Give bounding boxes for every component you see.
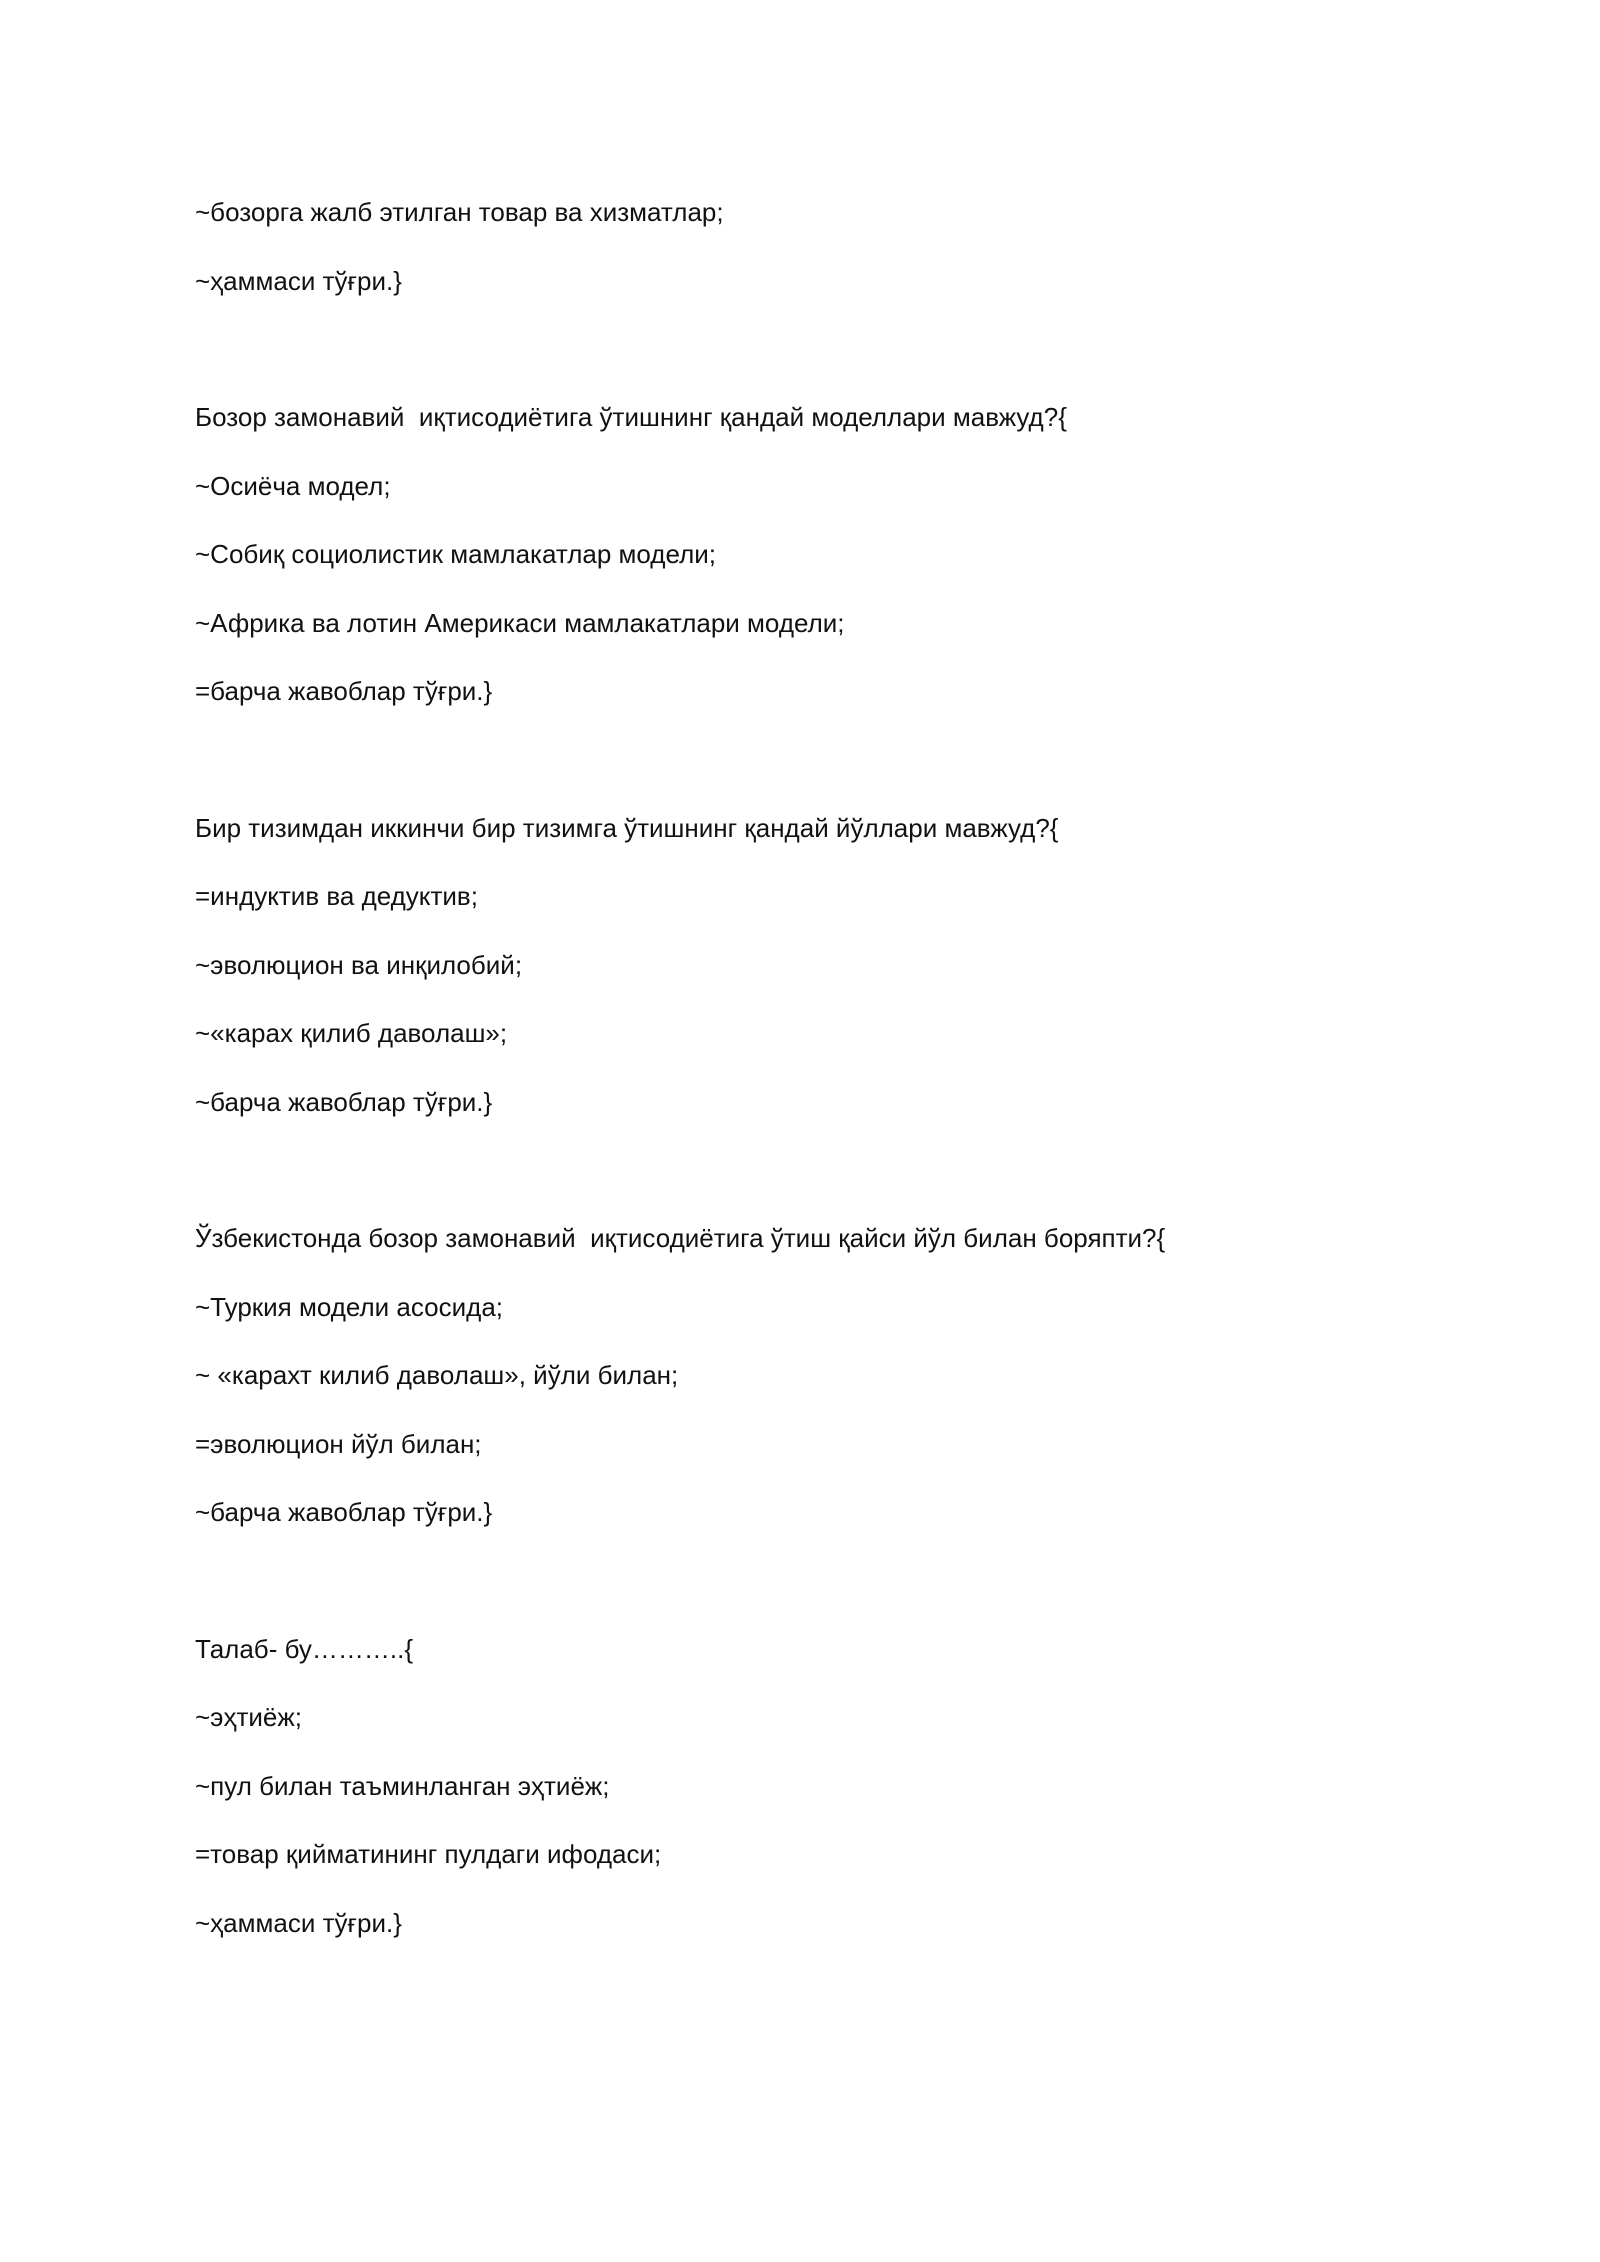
question-block-4 — [195, 1212, 1445, 1555]
question-text: Талаб- бу………..{ — [195, 1633, 414, 1664]
question-text: Бозор замонавий иқтисодиётига ўтишнинг қандай моделлари мавжуд?{ — [195, 402, 1067, 432]
question-block-1 — [195, 186, 1445, 323]
answer-option: ~Африка ва лотин Америкаси мамлакатлари модели; — [195, 607, 845, 638]
answer-option: ~ҳаммаси тўғри.} — [195, 1907, 402, 1938]
question-block-2 — [195, 391, 1445, 734]
answer-option: ~эҳтиёж; — [195, 1702, 302, 1732]
question-block-3 — [195, 802, 1445, 1145]
question-text: Бир тизимдан иккинчи бир тизимга ўтишнинг қандай йўллари мавжуд?{ — [195, 812, 1059, 843]
answer-option: ~барча жавоблар тўғри.} — [195, 1497, 493, 1527]
answer-option: ~барча жавоблар тўғри.} — [195, 1086, 493, 1117]
answer-option: ~ҳаммаси тўғри.} — [195, 265, 402, 296]
answer-option: ~Осиёча модел; — [195, 470, 391, 501]
answer-option: ~пул билан таъминланган эҳтиёж; — [195, 1770, 610, 1801]
question-text: Ўзбекистонда бозор замонавий иқтисодиётига ўтиш қайси йўл билан боряпти?{ — [195, 1223, 1166, 1253]
answer-option: =товар қийматининг пулдаги ифодаси; — [195, 1839, 662, 1869]
question-block-5 — [195, 1623, 1445, 1966]
answer-option: =барча жавоблар тўғри.} — [195, 676, 493, 706]
document-content — [195, 186, 1445, 2033]
answer-option: ~Собиқ социолистик мамлакатлар модели; — [195, 539, 716, 569]
answer-option: ~«карах қилиб даволаш»; — [195, 1018, 508, 1048]
answer-option: ~эволюцион ва инқилобий; — [195, 949, 523, 980]
answer-option: ~ «карахт килиб даволаш», йўли билан; — [195, 1360, 679, 1390]
answer-option: =эволюцион йўл билан; — [195, 1428, 482, 1459]
answer-option: ~Туркия модели асосида; — [195, 1291, 504, 1322]
answer-option: =индуктив ва дедуктив; — [195, 881, 478, 911]
answer-option: ~бозорга жалб этилган товар ва хизматлар; — [195, 197, 724, 227]
